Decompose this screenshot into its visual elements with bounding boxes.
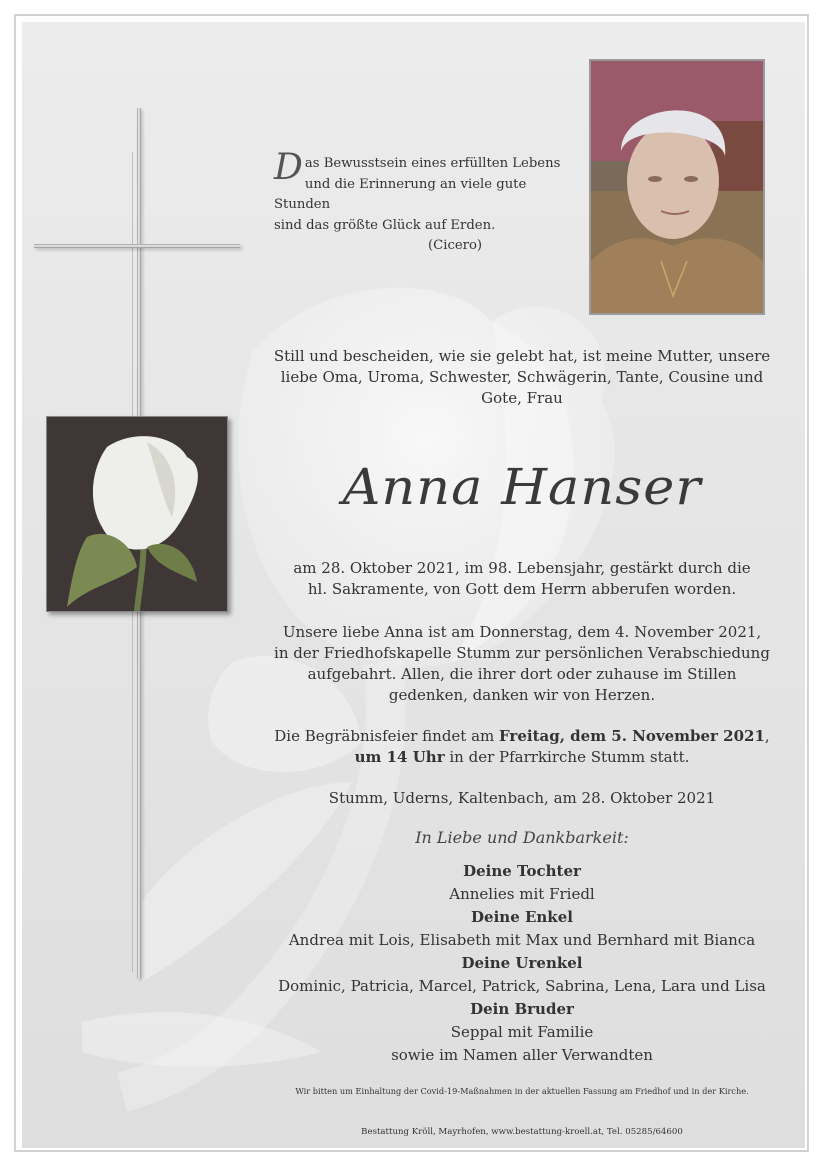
quote-initial: D [274, 147, 303, 188]
cicero-quote [274, 147, 574, 257]
death-notice [262, 558, 782, 600]
place-date: Stumm, Uderns, Kaltenbach, am 28. Oktober 2021 [328, 789, 716, 807]
quote-line: und die Erinnerung an viele gute Stunden [274, 176, 527, 212]
family-relation: Deine Enkel [471, 908, 573, 926]
cross-horizontal-bar [34, 244, 240, 248]
portrait-photo [589, 59, 765, 315]
viewing-line: gedenken, danken wir von Herzen. [388, 686, 656, 704]
closing-phrase: In Liebe und Dankbarkeit: [415, 828, 629, 847]
quote-author: (Cicero) [428, 238, 483, 253]
white-rose-photo [46, 416, 228, 612]
funeral-prefix: Die Begräbnisfeier findet am [274, 727, 500, 745]
family-names: Andrea mit Lois, Elisabeth mit Max und Bernhard mit Bianca [288, 931, 756, 949]
obituary-page [22, 22, 805, 1148]
funeral-time: um 14 Uhr [354, 748, 445, 766]
family-relation: Deine Tochter [463, 862, 581, 880]
family-names: Dominic, Patricia, Marcel, Patrick, Sabrina, Lena, Lara und Lisa [278, 977, 766, 995]
funeral-comma: , [764, 727, 770, 745]
family-list [262, 860, 782, 1067]
deceased-name: Anna Hanser [342, 458, 702, 516]
family-relation: Dein Bruder [470, 1000, 574, 1018]
quote-line: as Bewusstsein eines erfüllten Lebens [304, 156, 561, 171]
funeral-suffix: in der Pfarrkirche Stumm statt. [444, 748, 690, 766]
death-notice-line: am 28. Oktober 2021, im 98. Lebensjahr, gestärkt durch die [293, 559, 751, 577]
family-relation: Deine Urenkel [461, 954, 583, 972]
death-notice-line: hl. Sakramente, von Gott dem Herrn abberufen worden. [307, 580, 737, 598]
viewing-line: aufgebahrt. Allen, die ihrer dort oder zuhause im Stillen [307, 665, 737, 683]
funeral-home-footer: Bestattung Kröll, Mayrhofen, www.bestattung-kroell.at, Tel. 05285/64600 [361, 1127, 683, 1137]
funeral-date: Freitag, dem 5. November 2021 [499, 727, 765, 745]
quote-line: sind das größte Glück auf Erden. [274, 217, 496, 233]
viewing-notice [262, 622, 782, 706]
family-names: Seppal mit Familie [450, 1023, 594, 1041]
intro-text: Still und bescheiden, wie sie gelebt hat, ist meine Mutter, unsere liebe Oma, Uroma, Schwester, Schwägerin, Tante, Cousine und Gote, Frau [273, 347, 771, 407]
viewing-line: in der Friedhofskapelle Stumm zur persönlichen Verabschiedung [274, 644, 770, 662]
viewing-line: Unsere liebe Anna ist am Donnerstag, dem 4. November 2021, [282, 623, 762, 641]
funeral-notice [262, 726, 782, 768]
family-names: Annelies mit Friedl [449, 885, 595, 903]
covid-note: Wir bitten um Einhaltung der Covid-19-Maßnahmen in der aktuellen Fassung am Friedhof und in der Kirche. [295, 1086, 749, 1096]
relatives-line: sowie im Namen aller Verwandten [391, 1046, 653, 1064]
